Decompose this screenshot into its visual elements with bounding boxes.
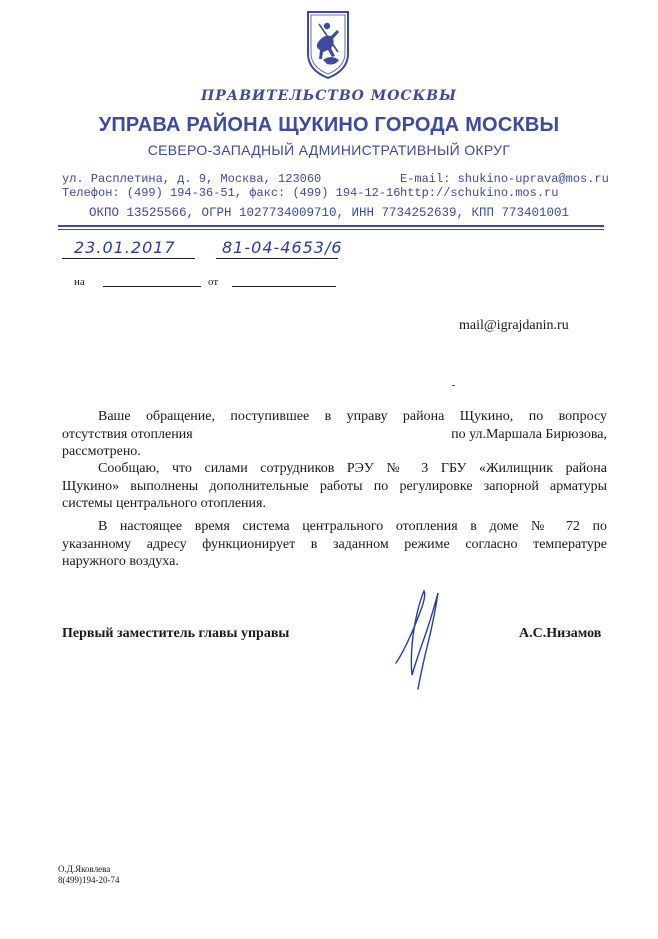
signatory-name: А.С.Низамов (519, 626, 602, 641)
phone-line: Телефон: (499) 194-36-51, факс: (499) 194-12-16 (62, 186, 401, 200)
paragraph-2-line-3: системы центрального отопления. (62, 496, 266, 511)
district-title: СЕВЕРО-ЗАПАДНЫЙ АДМИНИСТРАТИВНЫЙ ОКРУГ (147, 142, 511, 158)
ot-underline (232, 286, 336, 287)
paragraph-1-line-2 (62, 426, 607, 444)
header-divider (58, 225, 604, 227)
ot-label: от (208, 276, 219, 288)
signatory-position: Первый заместитель главы управы (62, 626, 290, 641)
paragraph-3-line-1: В настоящее время система центрального отопления в доме № 72 по (98, 519, 607, 534)
moscow-coat-of-arms-icon (305, 8, 351, 80)
recipient-email: mail@igrajdanin.ru (459, 318, 569, 333)
paragraph-1-line-2-end: по ул.Маршала Бирюзова, (451, 426, 607, 442)
paragraph-2-line-1: Сообщаю, что силами сотрудников РЭУ № 3 ГБУ «Жилищник района (98, 461, 607, 476)
address-line: ул. Расплетина, д. 9, Москва, 123060 (62, 172, 322, 186)
scan-mark (452, 385, 455, 386)
organization-codes: ОКПО 13525566, ОГРН 1027734009710, ИНН 7734252639, КПП 773401001 (88, 206, 570, 220)
paragraph-3-line-3: наружного воздуха. (62, 554, 179, 569)
handwritten-signature (388, 585, 446, 695)
organization-title: УПРАВА РАЙОНА ЩУКИНО ГОРОДА МОСКВЫ (98, 114, 560, 136)
header-divider-thin (58, 229, 604, 230)
na-underline (103, 286, 201, 287)
executor-phone: 8(499)194-20-74 (58, 875, 120, 885)
header-website[interactable]: http://schukino.mos.ru (400, 186, 559, 200)
paragraph-1 (62, 408, 607, 461)
date-underline (62, 258, 195, 259)
na-label: на (74, 276, 85, 288)
number-underline (216, 258, 338, 259)
paragraph-3-line-2: указанному адресу функционирует в заданном режиме согласно температуре (62, 536, 607, 552)
government-title: ПРАВИТЕЛЬСТВО МОСКВЫ (201, 88, 457, 104)
paragraph-2 (62, 460, 607, 513)
paragraph-1-line-3: рассмотрено. (62, 444, 141, 459)
executor-name: О.Д.Яковлева (58, 864, 111, 874)
paragraph-1-line-2-start: отсутствия отопления (62, 426, 193, 442)
paragraph-1-line-1: Ваше обращение, поступившее в управу района Щукино, по вопросу (98, 409, 607, 424)
registration-date: 23.01.2017 (74, 238, 176, 257)
paragraph-2-line-2: Щукино» выполнены дополнительные работы по регулировке запорной арматуры (62, 478, 607, 494)
registration-number: 81-04-4653/6 (222, 238, 343, 257)
header-email[interactable]: E-mail: shukino-uprava@mos.ru (400, 172, 609, 186)
paragraph-3 (62, 518, 607, 571)
